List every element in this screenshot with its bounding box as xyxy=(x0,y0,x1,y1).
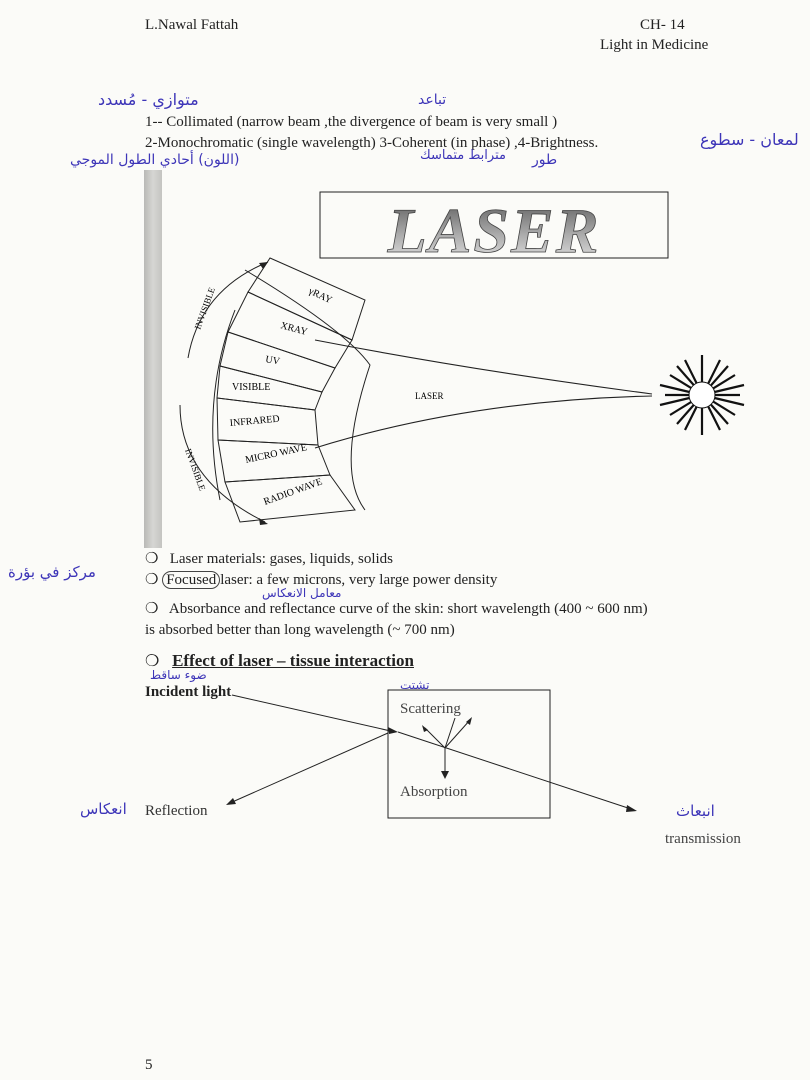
laser-spectrum-figure xyxy=(140,170,760,550)
gray-side-strip xyxy=(144,170,162,548)
handwritten-collimated-note: متوازي - مُسدد xyxy=(98,90,199,109)
reflection-ray-head xyxy=(226,798,236,805)
laser-starburst-center xyxy=(689,382,715,408)
scatter-arrow-3 xyxy=(445,718,455,748)
handwritten-incident-note: ضوء ساقط xyxy=(150,668,207,682)
reflection-ray xyxy=(230,733,388,803)
band-label-xray: XRAY xyxy=(279,320,309,338)
laser-beam-upper xyxy=(315,340,652,394)
handwritten-divergence-note: تباعد xyxy=(418,92,447,108)
scattering-label: Scattering xyxy=(400,701,461,717)
bullet-absorbance: ❍ Absorbance and reflectance curve of the skin: short wavelength (400 ~ 600 nm) xyxy=(145,601,648,617)
absorption-arrow-head xyxy=(441,771,449,779)
handwritten-coherent-note: مترابط متماسك xyxy=(420,148,506,163)
scatter-arrow-1 xyxy=(425,728,445,748)
handwritten-brightness-note: لمعان - سطوع xyxy=(700,130,799,149)
incident-light-label: Incident light xyxy=(145,684,232,700)
band-label-gamma-ray: γRAY xyxy=(306,285,334,307)
band-label-visible: VISIBLE xyxy=(232,382,271,393)
bullet-absorbance-line2: is absorbed better than long wavelength (~ 700 nm) xyxy=(145,622,455,638)
handwritten-phase-note: طور xyxy=(532,152,558,168)
property-line-1: 1-- Collimated (narrow beam ,the divergence of beam is very small ) xyxy=(145,114,558,130)
laser-beam-lower xyxy=(315,396,652,448)
band-label-micro-wave: MICRO WAVE xyxy=(244,442,308,466)
heading-bullet-icon: ❍ xyxy=(145,653,160,670)
spectrum-arc-outer-left xyxy=(213,310,235,500)
bullet-laser-materials: ❍ Laser materials: gases, liquids, solids xyxy=(145,551,393,567)
incident-ray-head xyxy=(388,727,398,734)
author-name: L.Nawal Fattah xyxy=(145,17,239,33)
bullet-focused-laser: ❍ Focused laser: a few microns, very large power density xyxy=(145,572,498,588)
page-number: 5 xyxy=(145,1057,153,1073)
handwritten-reflectance-note: معامل الانعكاس xyxy=(262,586,342,600)
chapter-number: CH- 14 xyxy=(640,17,685,33)
handwritten-transmission-note: انبعاث xyxy=(676,802,715,820)
handwritten-reflection-note: انعكاس xyxy=(80,800,127,818)
laser-logo-text: LASER xyxy=(387,195,601,266)
bullet-circle-icon: ❍ xyxy=(145,572,159,588)
scatter-arrow-2 xyxy=(445,720,470,748)
transmission-label: transmission xyxy=(665,831,741,847)
handwritten-scattering-note: تشتت xyxy=(400,678,430,692)
bullet-circle-icon: ❍ xyxy=(145,551,159,567)
handwritten-focused-note: مركز في بؤرة xyxy=(8,563,96,581)
transmission-ray-head xyxy=(626,805,637,812)
section-heading: ❍ Effect of laser – tissue interaction xyxy=(145,651,414,670)
handwritten-monochromatic-note: (اللون) أحادي الطول الموجي xyxy=(70,152,240,168)
reflection-label: Reflection xyxy=(145,803,208,819)
band-label-infrared: INFRARED xyxy=(229,413,281,429)
invisible-label-top: INVISIBLE xyxy=(192,285,217,331)
laser-beam-label: LASER xyxy=(415,391,444,401)
chapter-topic: Light in Medicine xyxy=(600,37,709,53)
band-label-radio-wave: RADIO WAVE xyxy=(262,476,324,508)
focused-circled-word: Focused xyxy=(162,571,220,589)
scatter-arrow-1-head xyxy=(422,725,428,732)
absorption-label: Absorption xyxy=(400,784,468,800)
invisible-label-bottom: INVISIBLE xyxy=(183,447,208,493)
band-label-uv: UV xyxy=(264,354,281,368)
bullet-circle-icon: ❍ xyxy=(145,601,159,617)
property-line-2: 2-Monochromatic (single wavelength) 3-Coherent (in phase) ,4-Brightness. xyxy=(145,135,599,151)
incident-ray xyxy=(232,695,395,732)
